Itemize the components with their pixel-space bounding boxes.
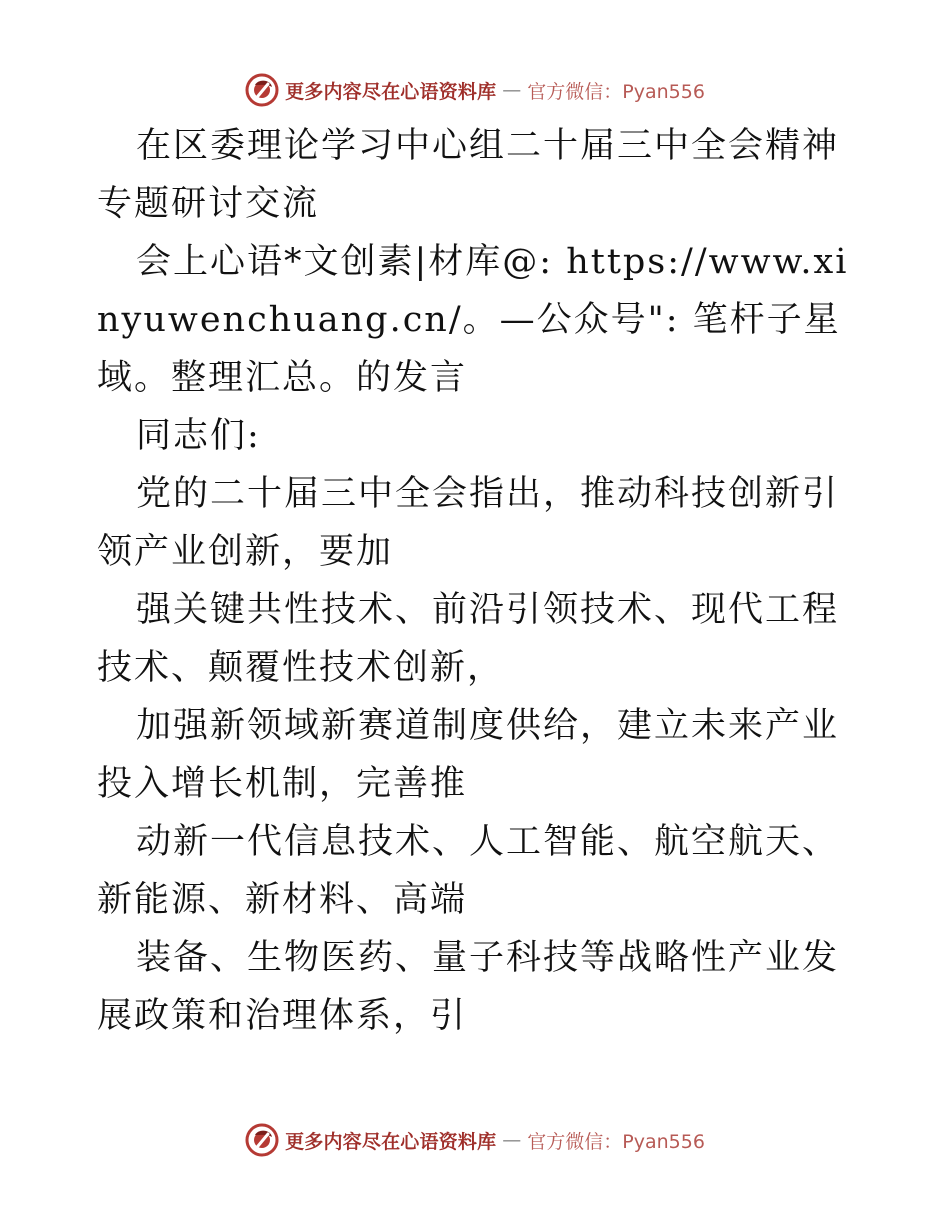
brand-contact: 官方微信：Pyan556 [527,1130,705,1153]
body-paragraph: 强关键共性技术、前沿引领技术、现代工程技术、颠覆性技术创新， [97,590,840,688]
body-paragraph: 加强新领域新赛道制度供给，建立未来产业投入增长机制，完善推 [97,706,840,804]
brand-text: 更多内容尽在心语资料库 [285,1130,497,1153]
xinyu-logo-icon [245,1123,279,1157]
footer-watermark [0,1120,950,1160]
body-paragraph: 动新一代信息技术、人工智能、航空航天、新能源、新材料、高端 [97,822,840,920]
brand-text: 更多内容尽在心语资料库 [285,80,497,103]
xinyu-logo-icon [245,73,279,107]
document-body [97,117,857,1045]
body-paragraph: 党的二十届三中全会指出，推动科技创新引领产业创新，要加 [97,474,840,572]
salutation: 同志们: [136,416,261,456]
brand-contact: 官方微信：Pyan556 [527,80,705,103]
header-watermark [0,70,950,110]
body-paragraph: 装备、生物医药、量子科技等战略性产业发展政策和治理体系，引 [97,938,840,1036]
source-note: 会上心语*文创素|材库@: https://www.xinyuwenchuang.cn/。—公众号": 笔杆子星域。整理汇总。的发言 [97,242,849,398]
document-title: 在区委理论学习中心组二十届三中全会精神专题研讨交流 [97,126,840,224]
brand-separator: — [502,1129,522,1151]
brand-separator: — [502,79,522,101]
